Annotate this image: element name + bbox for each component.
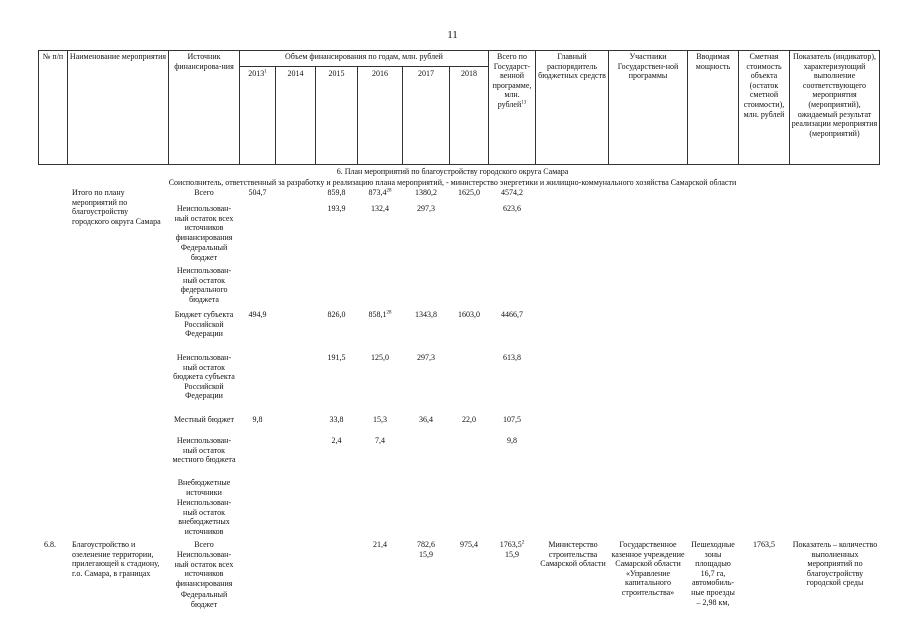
value-text: 4574,2 [501,188,523,197]
header-num: № п/п [38,50,68,165]
value-y2016 [357,188,403,198]
value-y2016 [357,310,403,320]
value-total [488,310,536,320]
value-text: 297,3 [417,204,435,213]
value-y2016 [357,353,403,363]
value-y2018 [449,188,489,198]
value-y2017 [402,415,450,425]
block2-participant: Государственное казенное учреждение Самарской области «Управление капитального строительства» [611,540,685,597]
source-label: Неиспользован-ный остаток всех источников финансирования [174,204,234,242]
value-text: 297,3 [417,353,435,362]
header-year-2016: 2016 [357,66,403,165]
value-text: 21,4 [373,540,387,549]
source-label: Неиспользован-ный остаток всех источников финансирования [174,550,234,588]
section-subtitle: Соисполнитель, ответственный за разработку и реализацию плана мероприятий, - министерство энергетики и жилищно-коммунального хозяйства Самарской области [168,178,737,187]
source-label: Местный бюджет [174,415,234,424]
value-text: 1763,5 [499,540,522,549]
value-y2017 [402,188,450,198]
source-label: Всего [194,540,214,549]
block2-num: 6.8. [44,540,56,549]
source-label: Всего [194,188,214,197]
header-source: Источник финансирова-ния [168,50,240,165]
value-text: 1343,8 [415,310,437,319]
header-estimate: Сметная стоимость объекта (остаток сметной стоимости), млн. рублей [738,50,790,165]
value-total [488,188,536,198]
block2-indicator: Показатель – количество выполненных мероприятий по благоустройству городской среды [792,540,878,588]
value-y2015 [315,415,358,425]
value-total [488,540,536,550]
value-y2017 [402,310,450,320]
section-title: 6. План мероприятий по благоустройству городского округа Самара [336,167,569,176]
header-participants: Участники Государствен-ной программы [608,50,688,165]
value-text: 1380,2 [415,188,437,197]
block2-name: Благоустройство и озеленение территории, прилегающей к стадиону, г.о. Самара, в границах [72,540,160,578]
value-y2013 [239,415,276,425]
value-y2018 [449,540,489,550]
value-text: 107,5 [503,415,521,424]
value-y2018 [449,310,489,320]
source-label: Неиспользован-ный остаток бюджета субъекта Российской Федерации [173,353,235,401]
value-text: 826,0 [327,310,346,319]
header-name: Наименование мероприятия [67,50,169,165]
block1-name: Итого по плану мероприятий по благоустройству городского округа Самара [72,188,161,226]
value-text: 494,9 [248,310,267,319]
value-y2015 [315,188,358,198]
value-y2017 [402,353,450,363]
value-total [488,550,536,560]
value-y2016 [357,204,403,214]
value-y2015 [315,353,358,363]
source-label: Внебюджетные источники [177,478,231,497]
value-text: 9,8 [252,415,263,424]
value-text: 22,0 [462,415,476,424]
value-total [488,204,536,214]
value-text: 782,6 [417,540,435,549]
block2-estimate: 1763,5 [753,540,775,549]
value-text: 132,4 [371,204,389,213]
block2-capacity: Пешеходные зоны площадью 16,7 га, автомобиль-ные проезды – 2,98 км, [691,540,735,607]
value-y2013 [239,188,276,198]
value-text: 33,8 [329,415,344,424]
page-number: 11 [447,29,458,41]
header-funding: Объем финансирования по годам, млн. рублей [239,50,489,67]
value-text: 613,8 [503,353,521,362]
value-y2016 [357,415,403,425]
header-year-2014: 2014 [275,66,316,165]
header-year-2013: 2013$^1$ [239,66,276,165]
value-text: 193,9 [327,204,346,213]
footnote-mark: 28 [386,188,392,194]
source-label: Федеральный бюджет [180,590,228,609]
value-text: 858,1 [368,310,387,319]
header-year-2018: 2018 [449,66,489,165]
header-indicator: Показатель (индикатор), характеризующий выполнение соответствующего мероприятия (мероприятий), ожидаемый результат реализации мероприятия (мероприятий) [789,50,880,165]
source-label: Федеральный бюджет [180,243,228,262]
header-year-2017: 2017 [402,66,450,165]
value-text: 975,4 [460,540,478,549]
value-text: 504,7 [248,188,267,197]
value-total [488,353,536,363]
value-y2015 [315,310,358,320]
header-main-manager: Главный распорядитель бюджетных средств [535,50,609,165]
value-text: 15,3 [373,415,387,424]
value-text: 9,8 [507,436,517,445]
value-y2017 [402,540,450,550]
value-y2016 [357,540,403,550]
value-text: 623,6 [503,204,521,213]
value-total [488,415,536,425]
header-year-2015: 2015 [315,66,358,165]
value-text: 15,9 [505,550,519,559]
value-text: 191,5 [327,353,346,362]
value-text: 1603,0 [458,310,480,319]
value-total [488,436,536,446]
value-y2015 [315,436,358,446]
footnote-mark: 2 [521,540,525,546]
footnote-mark: 28 [386,310,392,316]
value-text: 15,9 [419,550,433,559]
value-text: 125,0 [371,353,389,362]
value-y2016 [357,436,403,446]
value-text: 4466,7 [501,310,523,319]
value-text: 2,4 [331,436,342,445]
source-label: Бюджет субъекта Российской Федерации [174,310,234,339]
value-text: 7,4 [375,436,385,445]
header-capacity: Вводимая мощность [687,50,739,165]
source-label: Неиспользован-ный остаток федерального бюджета [176,266,232,304]
source-label: Неиспользован-ный остаток внебюджетных источников [176,498,232,536]
value-y2015 [315,204,358,214]
value-text: 36,4 [419,415,433,424]
header-total: Всего по Государст-венной программе, млн. рублей$^{13}$ [488,50,536,165]
value-y2017 [402,550,450,560]
block2-manager: Министерство строительства Самарской области [540,540,606,569]
value-text: 1625,0 [458,188,480,197]
value-text: 859,8 [327,188,346,197]
source-label: Неиспользован-ный остаток местного бюджета [172,436,236,465]
value-y2017 [402,204,450,214]
value-text: 873,4 [368,188,387,197]
value-y2018 [449,415,489,425]
value-y2013 [239,310,276,320]
